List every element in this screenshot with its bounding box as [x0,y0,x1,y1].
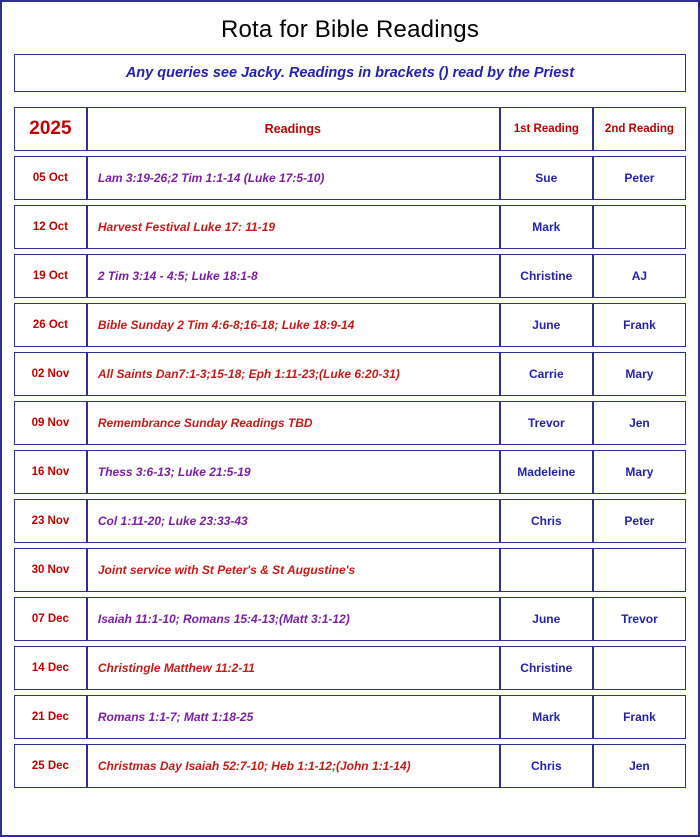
cell-readings [87,646,500,690]
cell-second-reading: Jen [593,744,686,788]
cell-second-reading [593,205,686,249]
table-row [14,548,686,592]
cell-readings-text: All Saints Dan7:1-3;15-18; Eph 1:11-23;(Luke 6:20-31) [97,367,400,381]
cell-date: 23 Nov [14,499,87,543]
table-row [14,303,686,347]
cell-readings [87,254,500,298]
cell-readings-text: Col 1:11-20; Luke 23:33-43 [97,514,248,528]
cell-first-reading: Christine [500,254,593,298]
cell-readings-text: Romans 1:1-7; Matt 1:18-25 [97,710,254,724]
cell-first-reading: Trevor [500,401,593,445]
header-readings: Readings [87,107,500,151]
cell-second-reading: Frank [593,695,686,739]
cell-second-reading: Mary [593,352,686,396]
cell-date: 25 Dec [14,744,87,788]
cell-first-reading: Carrie [500,352,593,396]
cell-readings [87,303,500,347]
cell-readings-text: Joint service with St Peter's & St Augustine's [97,563,356,577]
notice-banner [14,54,686,92]
table-row [14,401,686,445]
cell-readings [87,695,500,739]
cell-readings-text: Christmas Day Isaiah 52:7-10; Heb 1:1-12;(John 1:1-14) [97,759,411,773]
cell-date: 02 Nov [14,352,87,396]
notice-text: Any queries see Jacky. Readings in brackets () read by the Priest [125,65,575,81]
cell-second-reading: Peter [593,499,686,543]
cell-first-reading: Mark [500,695,593,739]
cell-second-reading: Peter [593,156,686,200]
rota-table [14,102,686,793]
cell-readings-text: 2 Tim 3:14 - 4:5; Luke 18:1-8 [97,269,258,283]
cell-first-reading: Mark [500,205,593,249]
header-year: 2025 [14,107,87,151]
cell-readings-text: Isaiah 11:1-10; Romans 15:4-13;(Matt 3:1-12) [97,612,350,626]
page-title: Rota for Bible Readings [220,16,480,43]
cell-date: 30 Nov [14,548,87,592]
cell-readings-text: Lam 3:19-26;2 Tim 1:1-14 (Luke 17:5-10) [97,171,325,185]
cell-readings [87,156,500,200]
cell-date: 05 Oct [14,156,87,200]
table-row [14,205,686,249]
table-row [14,744,686,788]
rota-table-body [14,107,686,788]
header-second-reading: 2nd Reading [593,107,686,151]
cell-first-reading: Christine [500,646,593,690]
header-first-reading: 1st Reading [500,107,593,151]
cell-second-reading: AJ [593,254,686,298]
cell-first-reading: June [500,597,593,641]
cell-first-reading [500,548,593,592]
cell-readings [87,597,500,641]
cell-readings [87,205,500,249]
cell-first-reading: Sue [500,156,593,200]
cell-first-reading: Madeleine [500,450,593,494]
cell-readings [87,450,500,494]
cell-second-reading: Jen [593,401,686,445]
cell-second-reading [593,548,686,592]
table-row [14,254,686,298]
cell-date: 21 Dec [14,695,87,739]
cell-second-reading [593,646,686,690]
cell-readings [87,548,500,592]
table-row [14,646,686,690]
cell-date: 26 Oct [14,303,87,347]
cell-readings [87,401,500,445]
cell-readings [87,744,500,788]
cell-date: 16 Nov [14,450,87,494]
table-row [14,156,686,200]
cell-readings [87,352,500,396]
cell-date: 14 Dec [14,646,87,690]
cell-date: 12 Oct [14,205,87,249]
cell-readings-text: Remembrance Sunday Readings TBD [97,416,313,430]
cell-readings-text: Christingle Matthew 11:2-11 [97,661,255,675]
table-header-row [14,107,686,151]
cell-readings-text: Thess 3:6-13; Luke 21:5-19 [97,465,251,479]
cell-first-reading: Chris [500,744,593,788]
cell-readings-text: Bible Sunday 2 Tim 4:6-8;16-18; Luke 18:9-14 [97,318,355,332]
cell-first-reading: June [500,303,593,347]
cell-readings [87,499,500,543]
cell-second-reading: Trevor [593,597,686,641]
cell-date: 19 Oct [14,254,87,298]
table-row [14,597,686,641]
table-row [14,695,686,739]
table-row [14,352,686,396]
cell-second-reading: Frank [593,303,686,347]
table-row [14,450,686,494]
table-row [14,499,686,543]
cell-readings-text: Harvest Festival Luke 17: 11-19 [97,220,276,234]
cell-date: 07 Dec [14,597,87,641]
cell-second-reading: Mary [593,450,686,494]
cell-first-reading: Chris [500,499,593,543]
cell-date: 09 Nov [14,401,87,445]
